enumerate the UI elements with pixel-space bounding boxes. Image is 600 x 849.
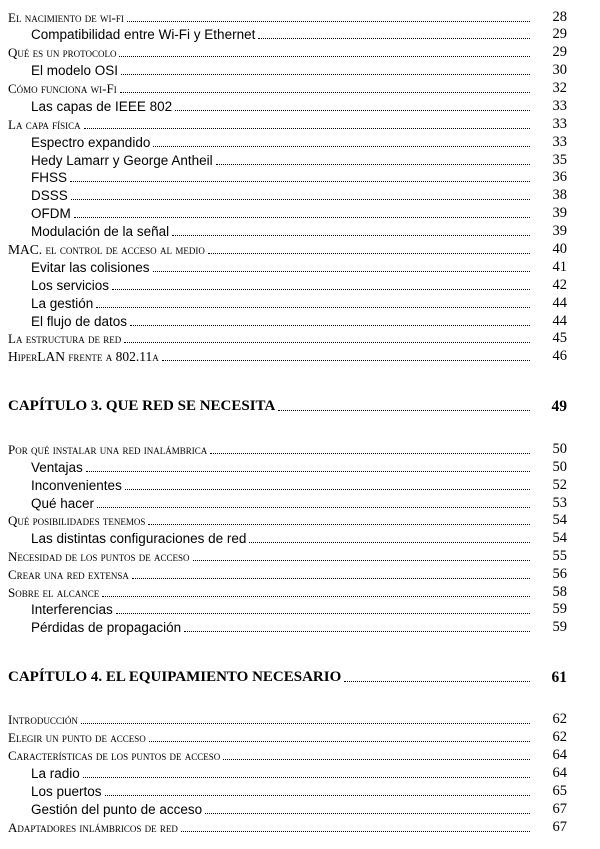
toc-entry-label: Qué hacer [31,495,95,511]
toc-entry-page: 39 [552,222,567,239]
dot-leader [258,38,530,39]
toc-entry-page: 67 [552,800,567,817]
toc-entry-section [0,511,600,527]
dot-leader [124,342,530,343]
toc-entry-page: 46 [552,347,567,364]
dot-leader [121,74,530,75]
dot-leader [181,831,530,832]
toc-entry-label: Introducción [8,712,78,727]
toc-entry-page: 39 [552,204,567,221]
toc-entry-label: Espectro expandido [31,134,151,150]
dot-leader [172,235,530,236]
toc-entry-label: La estructura de red [8,331,122,346]
toc-entry-label: Los puertos [31,783,102,799]
toc-entry-label: Gestión del punto de acceso [31,801,203,817]
toc-entry-label: Cómo funciona wi-Fi [8,81,117,96]
toc-entry-label: Evitar las colisiones [31,259,150,275]
toc-entry-label: Los servicios [31,277,110,293]
toc-entry-label: Pérdidas de propagación [31,619,182,635]
dot-leader [132,578,530,579]
toc-entry-page: 64 [552,746,567,763]
toc-entry-label: OFDM [31,205,71,221]
toc-entry-label: Inconvenientes [31,477,122,493]
dot-leader [208,253,530,254]
toc-entry-label: Qué posibilidades tenemos [8,513,146,528]
dot-leader [102,596,530,597]
dot-leader [97,507,530,508]
toc-entry-label: Ventajas [31,459,83,475]
toc-entry-subsection [0,204,600,220]
dot-leader [205,813,530,814]
toc-entry-page: 59 [552,618,567,635]
toc-entry-page: 44 [552,294,567,311]
toc-entry-subsection [0,294,600,310]
toc-entry-page: 42 [552,276,567,293]
toc-entry-label: Compatibilidad entre Wi-Fi y Ethernet [31,26,256,42]
toc-entry-page: 29 [552,43,567,60]
toc-entry-subsection [0,25,600,41]
toc-entry-subsection [0,97,600,113]
toc-entry-page: 55 [552,547,567,564]
toc-entry-page: 65 [552,782,567,799]
toc-entry-subsection [0,276,600,292]
toc-entry-subsection [0,529,600,545]
toc-entry-page: 58 [552,583,567,600]
toc-entry-label: MAC. el control de acceso al medio [8,241,205,257]
toc-entry-label: HiperLAN frente a 802.11a [8,348,159,364]
toc-entry-label: La capa física [8,117,81,132]
toc-entry-subsection [0,494,600,510]
toc-entry-page: 62 [552,710,567,727]
toc-entry-section [0,43,600,59]
toc-chapter-heading [0,665,600,685]
toc-entry-label: Crear una red extensa [8,567,129,582]
toc-entry-section [0,8,600,24]
toc-entry-subsection [0,168,600,184]
toc-entry-subsection [0,618,600,634]
toc-entry-label: Elegir un punto de acceso [8,730,146,745]
toc-entry-subsection [0,764,600,780]
dot-leader [278,410,530,411]
chapter-title: CAPÍTULO 4. EL EQUIPAMIENTO NECESARIO [8,669,342,685]
toc-entry-label: Características de los puntos de acceso [8,748,221,763]
toc-entry-label: Sobre el alcance [8,585,100,600]
dot-leader [116,613,530,614]
toc-chapter-heading [0,394,600,414]
toc-entry-page: 45 [552,329,567,346]
toc-entry-subsection [0,258,600,274]
toc-entry-label: El flujo de datos [31,313,128,329]
toc-entry-page: 56 [552,565,567,582]
toc-entry-page: 41 [552,258,567,275]
toc-entry-section [0,347,600,363]
dot-leader [96,307,530,308]
dot-leader [127,21,530,22]
toc-entry-subsection [0,222,600,238]
toc-entry-label: El modelo OSI [31,62,119,78]
toc-entry-page: 67 [552,818,567,835]
toc-entry-page: 29 [552,25,567,42]
dot-leader [216,164,530,165]
dot-leader [162,360,530,361]
toc-entry-page: 30 [552,61,567,78]
dot-leader [193,560,530,561]
toc-entry-subsection [0,312,600,328]
toc-entry-page: 32 [552,79,567,96]
toc-entry-page: 64 [552,764,567,781]
toc-entry-section [0,818,600,834]
dot-leader [81,723,530,724]
toc-entry-subsection [0,800,600,816]
dot-leader [119,56,530,57]
toc-entry-section [0,440,600,456]
dot-leader [249,542,530,543]
toc-entry-label: Las distintas configuraciones de red [31,530,247,546]
toc-entry-page: 50 [552,458,567,475]
toc-entry-subsection [0,782,600,798]
toc-entry-label: La radio [31,765,80,781]
toc-entry-page: 52 [552,476,567,493]
dot-leader [112,289,530,290]
dot-leader [70,181,530,182]
toc-entry-subsection [0,600,600,616]
toc-entry-section [0,710,600,726]
toc-entry-page: 33 [552,115,567,132]
dot-leader [153,146,530,147]
dot-leader [210,453,530,454]
dot-leader [125,489,530,490]
toc-entry-label: Modulación de la señal [31,223,170,239]
toc-entry-label: DSSS [31,187,68,203]
dot-leader [86,471,530,472]
toc-entry-page: 50 [552,440,567,457]
toc-entry-label: La gestión [31,295,94,311]
dot-leader [71,199,530,200]
toc-entry-section [0,547,600,563]
toc-entry-page: 35 [552,151,567,168]
toc-entry-label: FHSS [31,169,68,185]
toc-entry-subsection [0,133,600,149]
dot-leader [153,271,530,272]
toc-entry-subsection [0,476,600,492]
dot-leader [344,681,530,682]
toc-entry-page: 33 [552,97,567,114]
toc-entry-label: Por qué instalar una red inalámbrica [8,442,208,457]
toc-entry-section [0,115,600,131]
toc-entry-page: 36 [552,168,567,185]
toc-entry-section [0,240,600,256]
toc-entry-page: 38 [552,186,567,203]
toc-entry-page: 28 [552,8,567,25]
chapter-title: CAPÍTULO 3. QUE RED SE NECESITA [8,398,276,414]
toc-entry-section [0,746,600,762]
toc-entry-page: 40 [552,240,567,257]
toc-entry-page: 62 [552,728,567,745]
dot-leader [149,741,530,742]
chapter-page: 61 [551,668,567,686]
toc-entry-page: 54 [552,529,567,546]
toc-entry-subsection [0,151,600,167]
toc-entry-page: 59 [552,600,567,617]
toc-entry-section [0,79,600,95]
dot-leader [184,631,530,632]
toc-entry-label: Las capas de IEEE 802 [31,98,173,114]
dot-leader [74,217,530,218]
toc-entry-page: 33 [552,133,567,150]
toc-entry-section [0,583,600,599]
dot-leader [148,524,530,525]
toc-entry-label: Interferencias [31,601,113,617]
toc-entry-label: Adaptadores inlámbricos de red [8,820,178,835]
toc-entry-subsection [0,458,600,474]
toc-entry-section [0,565,600,581]
dot-leader [175,110,530,111]
dot-leader [130,325,530,326]
chapter-page: 49 [551,397,567,415]
dot-leader [223,759,530,760]
toc-entry-label: Hedy Lamarr y George Antheil [31,152,213,168]
toc-entry-subsection [0,186,600,202]
toc-entry-page: 53 [552,494,567,511]
toc-entry-label: Qué es un protocolo [8,45,117,60]
dot-leader [83,777,530,778]
toc-entry-page: 44 [552,312,567,329]
dot-leader [105,795,530,796]
toc-entry-page: 54 [552,511,567,528]
dot-leader [84,128,530,129]
toc-entry-section [0,329,600,345]
toc-entry-subsection [0,61,600,77]
toc-entry-label: El nacimiento de wi-fi [8,10,124,25]
toc-entry-section [0,728,600,744]
dot-leader [120,92,530,93]
toc-entry-label: Necesidad de los puntos de acceso [8,549,190,564]
